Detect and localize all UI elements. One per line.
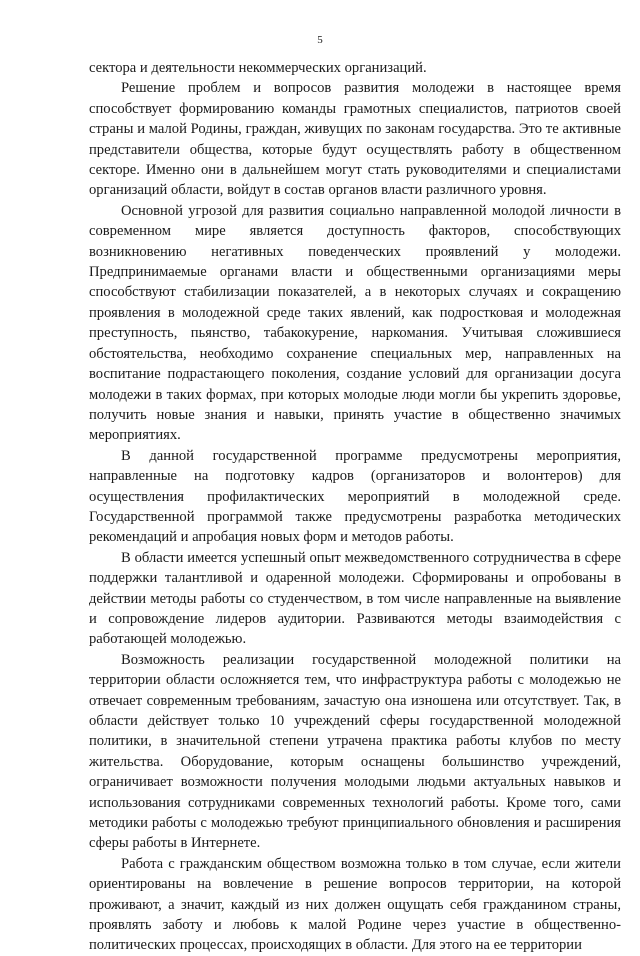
paragraph: Возможность реализации государственной молодежной политики на территории области осложняется тем, что инфраструктура работы с молодежью не отвечает современным требованиям, зачастую она изношена или отсутствует. Так, в области действует только 10 учреждений сферы государственной молодежной политики, в значительной степени утрачена практика работы клубов по месту жительства. Оборудование, которым оснащены большинство учреждений, ограничивает возможности получения молодыми людьми актуальных навыков и использования сотрудниками современных технологий работы. Кроме того, сами методики работы с молодежью требуют принципиального обновления и расширения сферы работы в Интернете. [89, 651, 621, 852]
body-text [89, 58, 621, 956]
paragraph: Работа с гражданским обществом возможна только в том случае, если жители ориентированы на вовлечение в решение вопросов территории, на которой проживают, а значит, каждый из них должен ощущать себя гражданином страны, проявлять заботу и любовь к малой Родине через участие в общественно-политических процессах, происходящих в области. Для этого на ее территории [89, 855, 621, 954]
page-number: 5 [317, 34, 323, 46]
paragraph: В данной государственной программе предусмотрены мероприятия, направленные на подготовку кадров (организаторов и волонтеров) для осуществления профилактических мероприятий в молодежной среде. Государственной программой также предусмотрены разработка методических рекомендаций и апробация новых форм и методов работы. [89, 447, 621, 546]
paragraph: сектора и деятельности некоммерческих организаций. [89, 60, 427, 76]
paragraph: Основной угрозой для развития социально направленной молодой личности в современном мире является доступность факторов, способствующих возникновению негативных поведенческих проявлений у молодежи. Предпринимаемые органами власти и общественными организациями меры способствуют стабилизации показателей, а в некоторых случаях и сокращению проявления в молодежной среде таких явлений, как подростковая и молодежная преступность, пьянство, табакокурение, наркомания. Учитывая сложившиеся обстоятельства, необходимо сохранение специальных мер, направленных на воспитание подрастающего поколения, создание условий для организации досуга молодежи в таких формах, при которых молодые люди могли бы укрепить здоровье, получить новые знания и навыки, принять участие в общественно значимых мероприятиях. [89, 202, 621, 444]
paragraph: Решение проблем и вопросов развития молодежи в настоящее время способствует формированию команды грамотных специалистов, патриотов своей страны и малой Родины, граждан, живущих по законам государства. Это те активные представители общества, которые будут осуществлять работу в общественном секторе. Именно они в дальнейшем могут стать руководителями и специалистами организаций области, войдут в состав органов власти различного уровня. [89, 80, 621, 199]
paragraph: В области имеется успешный опыт межведомственного сотрудничества в сфере поддержки талантливой и одаренной молодежи. Сформированы и опробованы в действии методы работы со студенчеством, в том числе направленные на выявление и сопровождение лидеров аудитории. Развиваются методы взаимодействия с работающей молодежью. [89, 549, 621, 648]
